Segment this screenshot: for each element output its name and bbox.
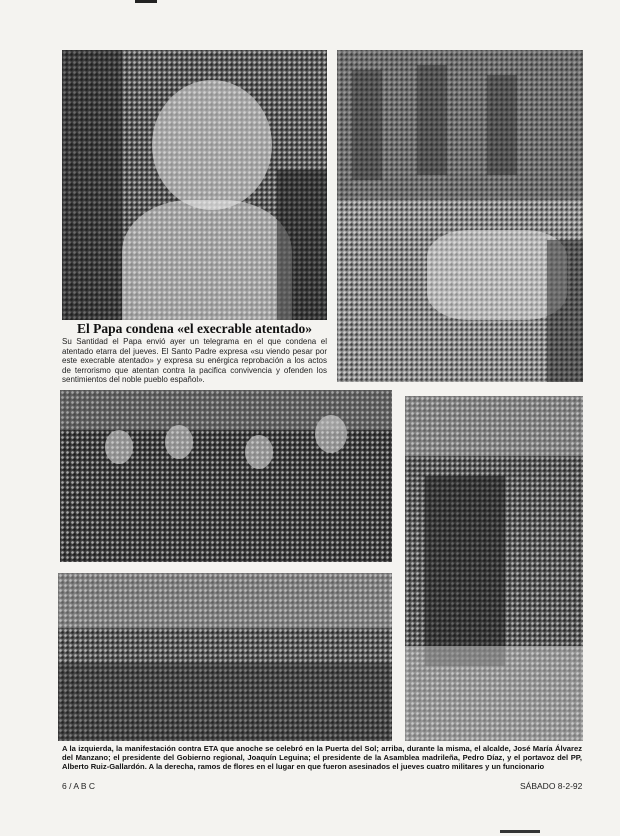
top-rule (135, 0, 157, 3)
doorway-photo (405, 396, 583, 741)
lead-text: Su Santidad el Papa envió ayer un telegrama en el que condena el atentado etarra del jueves. El Santo Padre expresa «su viendo pesar por este execrable atentado» y expresa su enérgica reprobación a los actos de terrorismo que atentan contra la pacifica convivencia y ofenden los sentimientos del noble pueblo español». (62, 337, 327, 385)
issue-date: SÁBADO 8-2-92 (520, 781, 583, 791)
scan-mark (500, 830, 540, 833)
photo-caption: A la izquierda, la manifestación contra ETA que anoche se celebró en la Puerta del Sol; arriba, durante la misma, el alcalde, José María Álvarez del Manzano; el presidente del Gobierno regional, Joaquín Leguina; el presidente de la Asamblea madrileña, Pedro Díaz, y el portavoz del PP, Alberto Ruiz-Gallardón. A la derecha, ramos de flores en el lugar en que fueron asesinados el jueves cuatro militares y un funcionario (62, 744, 582, 772)
officials-photo (60, 390, 392, 562)
page-number: 6 / A B C (62, 781, 96, 791)
headline: El Papa condena «el execrable atentado» (76, 321, 313, 336)
pope-photo (62, 50, 327, 320)
crowd-photo (58, 573, 392, 741)
street-flowers-photo (337, 50, 583, 382)
